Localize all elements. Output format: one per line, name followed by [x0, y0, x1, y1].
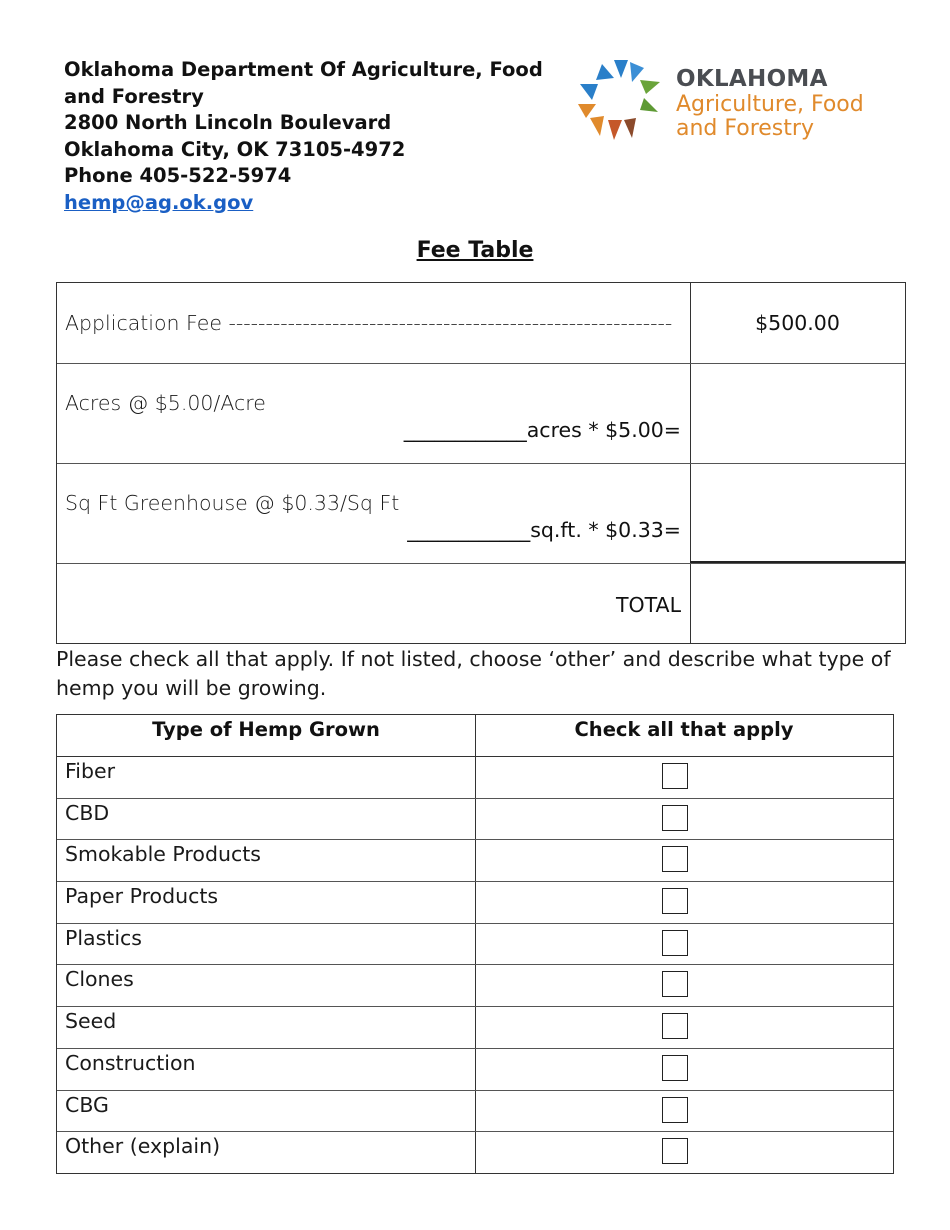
application-fee-amount: $500.00	[755, 311, 840, 335]
clones-checkbox[interactable]	[662, 971, 688, 997]
header-type: Type of Hemp Grown	[152, 718, 380, 741]
cbg-checkbox[interactable]	[662, 1097, 688, 1123]
address-line: Oklahoma City, OK 73105-4972	[64, 137, 406, 161]
greenhouse-label: Sq Ft Greenhouse @ $0.33/Sq Ft	[65, 491, 400, 515]
hemp-type-label: Clones	[65, 967, 134, 992]
fee-table	[56, 282, 906, 644]
hemp-type-label: Plastics	[65, 925, 142, 950]
logo-state: OKLAHOMA	[676, 66, 828, 92]
instructions-text: Please check all that apply. If not listed, choose ‘other’ and describe what type of hemp you will be growing.	[56, 647, 891, 700]
sqft-input-line[interactable]: ____________sq.ft. * $0.33=	[407, 518, 681, 542]
paper-products-checkbox[interactable]	[662, 888, 688, 914]
fiber-checkbox[interactable]	[662, 763, 688, 789]
acres-input-line[interactable]: ____________acres * $5.00=	[403, 418, 681, 442]
table-row	[57, 1007, 893, 1049]
seed-checkbox[interactable]	[662, 1013, 688, 1039]
agency-address	[64, 57, 564, 217]
table-row	[57, 924, 893, 966]
table-row	[57, 965, 893, 1007]
smokable-products-checkbox[interactable]	[662, 846, 688, 872]
phone-line: Phone 405-522-5974	[64, 164, 292, 188]
acres-amount-cell[interactable]	[690, 364, 905, 463]
table-row	[57, 1049, 893, 1091]
logo-line: and Forestry	[676, 116, 814, 141]
acres-row	[57, 364, 905, 464]
address-line: and Forestry	[64, 84, 204, 108]
plastics-checkbox[interactable]	[662, 930, 688, 956]
logo-line: Agriculture, Food	[676, 92, 864, 117]
table-row	[57, 882, 893, 924]
hemp-type-label: Fiber	[65, 759, 116, 783]
other-checkbox[interactable]	[662, 1138, 688, 1164]
hemp-type-label: Paper Products	[65, 884, 219, 909]
table-row	[57, 799, 893, 841]
total-label: TOTAL	[615, 593, 681, 617]
table-row	[57, 1091, 893, 1133]
table-row	[57, 1132, 893, 1173]
hemp-type-label: Other (explain)	[65, 1134, 221, 1159]
address-line: Oklahoma Department Of Agriculture, Food	[64, 58, 543, 81]
greenhouse-row	[57, 464, 905, 564]
acres-label: Acres @ $5.00/Acre	[65, 391, 266, 415]
agency-logo	[574, 52, 904, 148]
construction-checkbox[interactable]	[662, 1055, 688, 1081]
hemp-type-label: Smokable Products	[65, 842, 261, 867]
application-fee-label: Application Fee ------------------------------------------------------------	[65, 311, 673, 335]
total-row	[57, 564, 905, 643]
hemp-type-label: CBG	[65, 1092, 109, 1117]
email-link[interactable]: hemp@ag.ok.gov	[64, 190, 254, 214]
fee-table-title: Fee Table	[416, 238, 534, 263]
table-header-row	[57, 715, 893, 757]
hemp-type-label: Seed	[65, 1009, 117, 1034]
total-amount-cell[interactable]	[690, 564, 905, 643]
cbd-checkbox[interactable]	[662, 805, 688, 831]
hemp-type-table	[56, 714, 894, 1174]
star-logo-icon	[574, 54, 666, 146]
header-check: Check all that apply	[574, 718, 794, 741]
address-line: 2800 North Lincoln Boulevard	[64, 111, 392, 135]
table-row	[57, 757, 893, 799]
table-row	[57, 840, 893, 882]
application-fee-row	[57, 283, 905, 364]
hemp-type-label: Construction	[65, 1050, 196, 1075]
hemp-type-label: CBD	[65, 800, 110, 825]
greenhouse-amount-cell[interactable]	[690, 464, 905, 563]
